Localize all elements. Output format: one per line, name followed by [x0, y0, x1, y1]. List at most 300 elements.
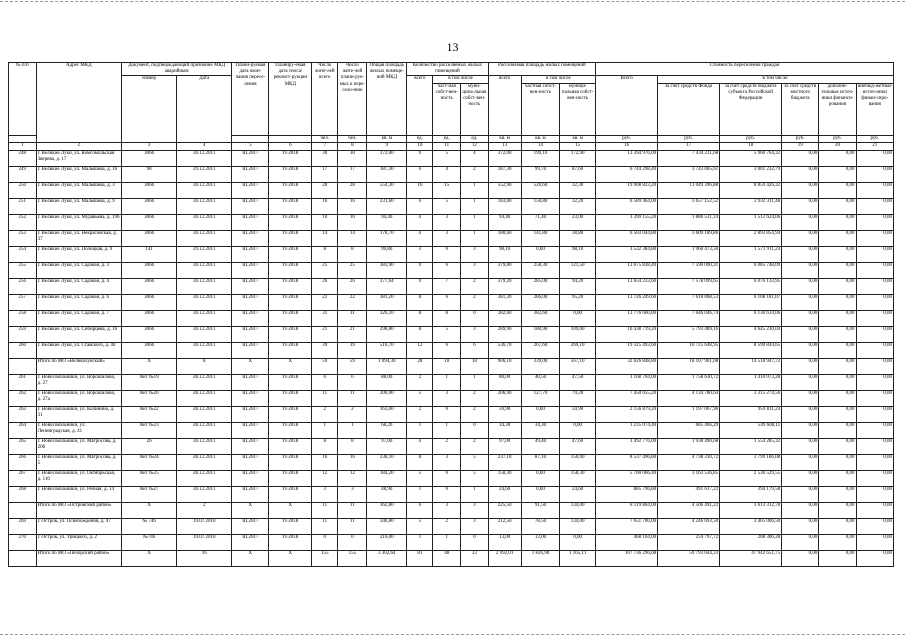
- table-cell: Акт №19: [122, 374, 177, 390]
- table-cell: 0,00: [856, 214, 893, 230]
- table-cell: 8: [312, 438, 338, 454]
- column-number: 9: [367, 142, 407, 150]
- table-cell: 4 506 491,22: [658, 502, 720, 518]
- table-cell: 134,00: [560, 518, 596, 534]
- table-cell: IV.2018: [269, 214, 312, 230]
- table-cell: г. Великие Луки, ул. Ставского, д. 40: [36, 342, 121, 358]
- table-cell: 199,10: [521, 150, 560, 166]
- table-cell: г. Новосокольники, ул. Матросова, д. 5: [36, 454, 121, 470]
- table-row: [9, 406, 894, 422]
- table-cell: 491 617,22: [658, 486, 720, 502]
- table-cell: 3 399 155,20: [596, 214, 658, 230]
- header-square-total: всего: [488, 76, 521, 135]
- table-cell: 381,20: [367, 294, 407, 310]
- table-cell: X: [232, 358, 269, 374]
- table-cell: 1 886 531,14: [658, 214, 720, 230]
- table-cell: г. Великие Луки, ул. Садовая, д. 4: [36, 278, 121, 294]
- table-cell: 11 049 396,88: [658, 182, 720, 198]
- table-cell: 1: [407, 534, 433, 550]
- column-number: 10: [407, 142, 433, 150]
- table-cell: III.2017: [232, 294, 269, 310]
- table-cell: 0,00: [819, 342, 856, 358]
- table-cell: 1 938 490,68: [658, 438, 720, 454]
- table-cell: 30.12.2011: [177, 262, 232, 278]
- table-cell: 16: [312, 454, 338, 470]
- table-cell: 0,00: [782, 406, 819, 422]
- header-fund: за счет средств Фонда: [658, 83, 720, 135]
- table-cell: 238,10: [367, 454, 407, 470]
- table-cell: 2: [461, 278, 489, 294]
- column-number: 21: [856, 142, 893, 150]
- table-cell: 2: [461, 166, 489, 182]
- table-cell: 39: [338, 342, 367, 358]
- table-cell: 3 315 274,56: [720, 390, 782, 406]
- table-row: [9, 326, 894, 342]
- column-number: 8: [338, 142, 367, 150]
- table-cell: X: [122, 550, 177, 566]
- table-cell: 0,00: [856, 422, 893, 438]
- table-cell: III.2017: [232, 486, 269, 502]
- table-cell: 3 168 704,00: [596, 374, 658, 390]
- table-row: [9, 438, 894, 454]
- table-cell: 377,64: [367, 278, 407, 294]
- table-cell: 3: [433, 230, 461, 246]
- table-cell: 0,00: [782, 502, 819, 518]
- table-cell: 0,00: [560, 534, 596, 550]
- table-cell: 3066: [122, 294, 177, 310]
- table-cell: 231,60: [367, 198, 407, 214]
- table-cell: 0,00: [782, 470, 819, 486]
- header-add: дополни-тельные источ-ники финанси-рования: [819, 83, 856, 135]
- table-row: [9, 166, 894, 182]
- table-cell: 25: [312, 262, 338, 278]
- table-cell: 7 651 700,00: [596, 518, 658, 534]
- table-cell: 0,00: [856, 326, 893, 342]
- unit-cell: кв. м: [367, 135, 407, 142]
- table-cell: 252: [9, 214, 37, 230]
- table-cell: г. Великие Луки, ул. Муравьева, д. 19б: [36, 214, 121, 230]
- table-cell: 3 405 006,50: [720, 518, 782, 534]
- unit-cell: руб.: [819, 135, 856, 142]
- table-cell: 0,00: [819, 294, 856, 310]
- table-cell: г. Остров, ул. Освобождения, д. 47: [36, 518, 121, 534]
- table-cell: 19.07.2010: [177, 534, 232, 550]
- table-cell: 3066: [122, 278, 177, 294]
- table-cell: 19 325 493,60: [596, 342, 658, 358]
- table-cell: 10: [312, 214, 338, 230]
- table-cell: 2: [461, 438, 489, 454]
- table-cell: 3 163 536,85: [658, 470, 720, 486]
- table-cell: 2: [461, 406, 489, 422]
- table-cell: 0,00: [819, 422, 856, 438]
- unit-cell: руб.: [658, 135, 720, 142]
- table-cell: Итого по МО «Великолукский»: [36, 358, 121, 374]
- table-cell: г. Новосокольники, ул. Речная, д. 14: [36, 486, 121, 502]
- table-cell: 16: [312, 198, 338, 214]
- table-cell: 0,00: [819, 438, 856, 454]
- table-cell: 141: [122, 246, 177, 262]
- table-cell: 3066: [122, 326, 177, 342]
- table-cell: 3066: [122, 342, 177, 358]
- table-cell: 11: [338, 518, 367, 534]
- table-cell: 6: [338, 374, 367, 390]
- table-row: [9, 486, 894, 502]
- table-row: [9, 342, 894, 358]
- table-cell: 134,00: [560, 502, 596, 518]
- table-cell: 0,00: [856, 198, 893, 214]
- table-cell: 262: [9, 390, 37, 406]
- table-cell: 48: [433, 550, 461, 566]
- header-count: Количество расселяемых жилых помещений: [407, 63, 488, 76]
- table-cell: 31: [312, 310, 338, 326]
- table-cell: III.2017: [232, 214, 269, 230]
- table-cell: III.2017: [232, 470, 269, 486]
- table-cell: 94,40: [367, 214, 407, 230]
- table-cell: 11: [338, 390, 367, 406]
- table-cell: г. Великие Луки, ул. Комсомольская Зверева, д. 17: [36, 150, 121, 166]
- table-cell: 3: [461, 246, 489, 262]
- table-cell: 3: [433, 454, 461, 470]
- table-cell: 206,90: [488, 390, 521, 406]
- table-cell: 13,00: [521, 534, 560, 550]
- table-cell: Итого по МО «Печорский район»: [36, 550, 121, 566]
- table-cell: 251: [9, 198, 37, 214]
- table-cell: 0,00: [782, 342, 819, 358]
- table-cell: 6: [407, 502, 433, 518]
- table-cell: 16: [407, 182, 433, 198]
- table-cell: 3: [433, 390, 461, 406]
- table-cell: 11: [312, 390, 338, 406]
- table-cell: 258: [9, 310, 37, 326]
- table-cell: Акт №25: [122, 470, 177, 486]
- table-cell: 16: [338, 454, 367, 470]
- header-area: Общая площадь жилых помеще-ний МКД: [367, 63, 407, 136]
- table-cell: 2: [433, 518, 461, 534]
- table-cell: 16: [338, 198, 367, 214]
- table-cell: 554,30: [367, 182, 407, 198]
- table-cell: 261: [9, 374, 37, 390]
- table-cell: 0,00: [782, 246, 819, 262]
- table-cell: 15: [433, 182, 461, 198]
- table-cell: 0,00: [819, 230, 856, 246]
- table-cell: 26: [312, 278, 338, 294]
- table-cell: 183,00: [488, 198, 521, 214]
- table-cell: 79,20: [560, 390, 596, 406]
- table-cell: 266: [9, 454, 37, 470]
- table-cell: 260: [9, 342, 37, 358]
- table-row: [9, 262, 894, 278]
- table-cell: 362,80: [367, 502, 407, 518]
- table-cell: 1: [433, 422, 461, 438]
- table-cell: 13,00: [488, 534, 521, 550]
- header-cost-incl: в том числе:: [658, 76, 894, 83]
- table-cell: 34,30: [488, 422, 521, 438]
- table-cell: 31: [338, 310, 367, 326]
- column-number: 16: [596, 142, 658, 150]
- table-cell: 0,00: [782, 518, 819, 534]
- column-number: 14: [521, 142, 560, 150]
- table-cell: 0,00: [856, 230, 893, 246]
- table-cell: 0,00: [782, 166, 819, 182]
- table-cell: 3 532 384,80: [596, 246, 658, 262]
- table-cell: 8 599 844,65: [720, 342, 782, 358]
- header-planned: Число жите-лей плани-руе-мых к пере-село-нию: [338, 63, 367, 136]
- table-cell: 0,00: [856, 486, 893, 502]
- table-cell: 6: [461, 342, 489, 358]
- table-cell: 372,00: [488, 150, 521, 166]
- table-cell: 1: [407, 422, 433, 438]
- table-cell: 59 793 644,33: [658, 550, 720, 566]
- table-cell: 6 085 748,09: [720, 262, 782, 278]
- table-cell: 0,00: [856, 374, 893, 390]
- table-cell: 30: [312, 150, 338, 166]
- table-cell: [9, 358, 37, 374]
- table-cell: 6 130 614,06: [720, 310, 782, 326]
- column-number: 12: [461, 142, 489, 150]
- table-cell: 1 571 911,24: [720, 246, 782, 262]
- table-cell: 0,00: [782, 262, 819, 278]
- table-cell: 379,20: [488, 278, 521, 294]
- table-cell: 286,00: [521, 294, 560, 310]
- table-cell: 0,00: [856, 406, 893, 422]
- table-cell: III.2017: [232, 406, 269, 422]
- table-cell: 4: [407, 230, 433, 246]
- table-cell: 3 609 189,86: [658, 230, 720, 246]
- table-cell: 3: [312, 486, 338, 502]
- table-cell: 88,00: [367, 374, 407, 390]
- column-number: 3: [122, 142, 177, 150]
- table-cell: 14: [338, 230, 367, 246]
- table-row: [9, 198, 894, 214]
- table-row: [9, 310, 894, 326]
- table-cell: 11: [312, 518, 338, 534]
- table-cell: 3: [461, 262, 489, 278]
- table-cell: 257: [9, 294, 37, 310]
- table-cell: 0,00: [856, 534, 893, 550]
- table-cell: 0: [338, 534, 367, 550]
- table-cell: 0,00: [782, 486, 819, 502]
- table-cell: 141,80: [521, 230, 560, 246]
- table-cell: 254: [9, 246, 37, 262]
- table-cell: IV.2018: [269, 374, 312, 390]
- table-cell: 7 578 099,65: [658, 278, 720, 294]
- table-cell: 8 537 496,80: [596, 454, 658, 470]
- page-bottom-edge: [0, 634, 905, 636]
- table-cell: г. Великие Луки, ул. Сибирцева, д. 16: [36, 326, 121, 342]
- column-number: 7: [312, 142, 338, 150]
- table-cell: 2 156 879,20: [596, 406, 658, 422]
- table-cell: 6 076 133,95: [720, 278, 782, 294]
- table-cell: 14 518 947,72: [720, 358, 782, 374]
- table-cell: IV.2018: [269, 406, 312, 422]
- table-cell: 28.12.2011: [177, 454, 232, 470]
- table-cell: 97,00: [367, 438, 407, 454]
- table-cell: г. Великие Луки, ул. Садовая, д. 3: [36, 262, 121, 278]
- header-cost: Стоимость переселения граждан: [596, 63, 894, 76]
- table-cell: 339,00: [521, 358, 560, 374]
- table-cell: IV.2018: [269, 310, 312, 326]
- table-cell: 0,00: [856, 550, 893, 566]
- table-cell: 30.12.2011: [177, 198, 232, 214]
- column-number: 4: [177, 142, 232, 150]
- table-cell: 28.12.2011: [177, 406, 232, 422]
- table-cell: IV.2018: [269, 422, 312, 438]
- header-doc-number: Номер: [122, 76, 177, 142]
- table-cell: 29.12.2011: [177, 166, 232, 182]
- table-cell: 5: [461, 470, 489, 486]
- table-cell: 1 512 624,06: [720, 214, 782, 230]
- table-cell: 3 743 065,61: [658, 166, 720, 182]
- table-cell: 0: [433, 470, 461, 486]
- table-cell: 0,00: [819, 166, 856, 182]
- table-cell: г. Новосокольники, ул. Ленинградская, д. 41: [36, 422, 121, 438]
- table-cell: X: [269, 502, 312, 518]
- table-cell: 3: [461, 518, 489, 534]
- table-cell: 0,00: [819, 374, 856, 390]
- table-cell: 5: [407, 470, 433, 486]
- table-cell: 225,50: [488, 502, 521, 518]
- table-cell: 40,50: [521, 374, 560, 390]
- table-cell: 0,00: [521, 486, 560, 502]
- table-cell: 25: [338, 262, 367, 278]
- table-cell: 8: [407, 326, 433, 342]
- table-cell: IV.2018: [269, 278, 312, 294]
- table-cell: 0,00: [856, 182, 893, 198]
- table-cell: 8: [312, 246, 338, 262]
- table-cell: 0,00: [521, 246, 560, 262]
- table-cell: 7: [433, 278, 461, 294]
- table-cell: 549 608,11: [720, 422, 782, 438]
- table-cell: IV.2018: [269, 470, 312, 486]
- table-cell: 2: [461, 294, 489, 310]
- table-cell: 255: [9, 262, 37, 278]
- table-cell: 17: [312, 166, 338, 182]
- table-cell: 98,10: [560, 246, 596, 262]
- table-cell: г. Новосокольники, ул. Ворошилова, д. 27: [36, 374, 121, 390]
- table-cell: 32,20: [560, 198, 596, 214]
- unit-cell: руб.: [720, 135, 782, 142]
- table-cell: 0: [461, 310, 489, 326]
- table-cell: 6 108 181,07: [720, 294, 782, 310]
- table-cell: 59: [312, 358, 338, 374]
- table-cell: 536,70: [488, 342, 521, 358]
- table-cell: 1: [338, 422, 367, 438]
- table-cell: 88,00: [488, 374, 521, 390]
- header-residents: Число жите-лей всего: [312, 63, 338, 136]
- table-cell: 4 246 693,50: [658, 518, 720, 534]
- table-cell: 8 859 426,32: [720, 182, 782, 198]
- table-cell: г. Великие Луки, ул. Некрасовская, д. 37: [36, 230, 121, 246]
- table-cell: 4: [407, 438, 433, 454]
- table-cell: 3 657 152,52: [658, 198, 720, 214]
- table-cell: 30.12.2011: [177, 278, 232, 294]
- table-cell: 30.12.2011: [177, 342, 232, 358]
- table-cell: 289,90: [488, 326, 521, 342]
- table-cell: 21: [312, 326, 338, 342]
- table-cell: 19 908 823,20: [596, 182, 658, 198]
- table-cell: 0,00: [782, 550, 819, 566]
- table-cell: 3066: [122, 310, 177, 326]
- table-cell: г. Великие Луки, ул. Садовая, д. 7: [36, 310, 121, 326]
- table-cell: 32,30: [560, 182, 596, 198]
- table-cell: 0: [433, 246, 461, 262]
- unit-cell: [232, 135, 269, 142]
- table-cell: 3066: [122, 182, 177, 198]
- table-cell: III.2017: [232, 262, 269, 278]
- table-cell: III.2017: [232, 182, 269, 198]
- table-cell: 3: [433, 502, 461, 518]
- table-cell: 3 799 186,08: [720, 454, 782, 470]
- table-cell: 216,00: [367, 534, 407, 550]
- table-cell: 109,00: [560, 326, 596, 342]
- header-doc-date: Дата: [177, 76, 232, 142]
- table-cell: 19.07.2010: [177, 518, 232, 534]
- table-cell: 187,30: [488, 166, 521, 182]
- table-cell: 0,00: [782, 150, 819, 166]
- table-cell: IV.2018: [269, 518, 312, 534]
- table-cell: 107 736 296,08: [596, 550, 658, 566]
- table-cell: г. Великие Луки, ул. Малышева, д. 3: [36, 182, 121, 198]
- table-cell: 382,60: [488, 310, 521, 326]
- table-cell: 95,20: [560, 294, 596, 310]
- table-cell: IV.2018: [269, 342, 312, 358]
- table-row: [9, 150, 894, 166]
- table-cell: 0,00: [819, 358, 856, 374]
- table-cell: III.2017: [232, 518, 269, 534]
- table-cell: 59,90: [488, 406, 521, 422]
- column-number: 17: [658, 142, 720, 150]
- table-cell: 18: [461, 358, 489, 374]
- table-cell: 150,00: [560, 454, 596, 470]
- table-cell: 265: [9, 438, 37, 454]
- table-cell: 10: [338, 214, 367, 230]
- table-cell: 4 645 230,04: [720, 326, 782, 342]
- table-cell: 263: [9, 406, 37, 422]
- table-cell: IV.2018: [269, 454, 312, 470]
- table-cell: г. Великие Луки, ул. Полоцкая, д. 9: [36, 246, 121, 262]
- table-row: [9, 294, 894, 310]
- table-cell: 22: [312, 294, 338, 310]
- header-plan-demolition: Планиру-емая дата сноса/ реконст-рукции МКД: [269, 63, 312, 136]
- table-cell: 34,30: [521, 422, 560, 438]
- table-cell: 0,00: [819, 214, 856, 230]
- table-cell: 256: [9, 278, 37, 294]
- table-cell: 0,00: [856, 438, 893, 454]
- table-cell: 0,00: [819, 246, 856, 262]
- table-cell: 1 554 285,32: [720, 438, 782, 454]
- table-cell: 0,00: [560, 310, 596, 326]
- table-cell: г. Великие Луки, ул. Садовая, д. 6: [36, 294, 121, 310]
- table-cell: 11: [312, 502, 338, 518]
- header-subj: за счет средств бюджета субъекта Российской Федерации: [720, 83, 782, 135]
- table-cell: 5 960 764,32: [720, 150, 782, 166]
- table-cell: 16: [177, 550, 232, 566]
- table-cell: 1 960 473,56: [658, 246, 720, 262]
- table-cell: 3: [461, 326, 489, 342]
- table-cell: 0,00: [856, 502, 893, 518]
- table-cell: 28: [312, 182, 338, 198]
- table-cell: 3: [407, 246, 433, 262]
- table-cell: 7 450 055,20: [596, 390, 658, 406]
- table-cell: 258,30: [521, 262, 560, 278]
- table-cell: 1: [433, 374, 461, 390]
- table-cell: 8: [407, 294, 433, 310]
- table-cell: 39: [312, 342, 338, 358]
- table-row: [9, 214, 894, 230]
- table-cell: 24,60: [560, 486, 596, 502]
- table-row: [9, 534, 894, 550]
- table-cell: 381,20: [488, 294, 521, 310]
